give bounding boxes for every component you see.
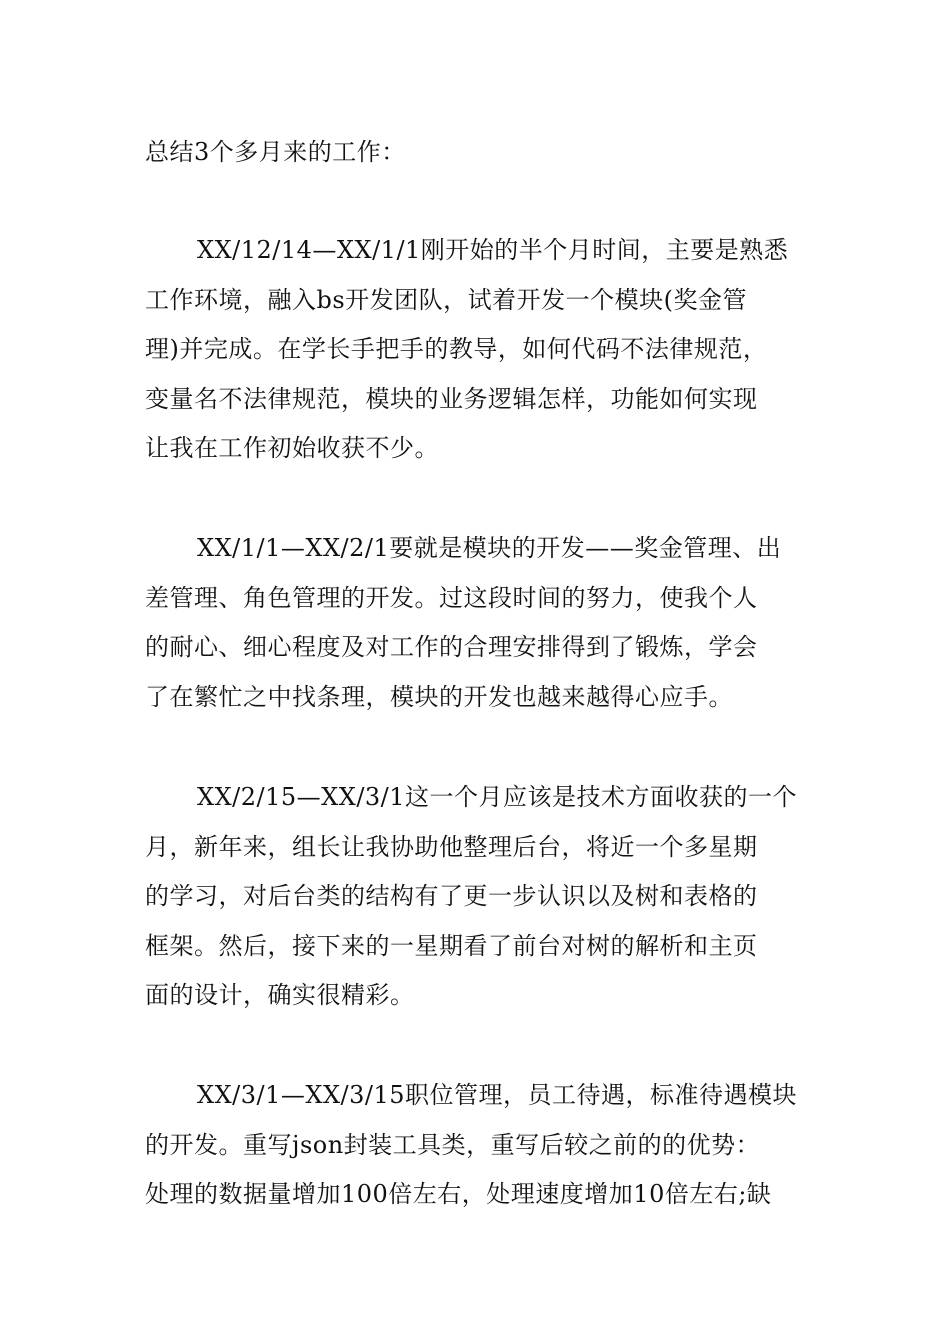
paragraph-line: 处理的数据量增加100倍左右，处理速度增加10倍左右;缺 [145, 1180, 772, 1208]
paragraph-line: 了在繁忙之中找条理，模块的开发也越来越得心应手。 [145, 682, 733, 711]
paragraph-2 [145, 524, 810, 722]
heading-text: 总结3个多月来的工作： [145, 138, 406, 166]
paragraph-line: XX/2/15—XX/3/1这一个月应该是技术方面收获的一个 [197, 783, 798, 811]
paragraph-3 [145, 773, 810, 1021]
paragraph-line: 的耐心、细心程度及对工作的合理安排得到了锻炼，学会 [145, 633, 758, 661]
paragraph-line: 让我在工作初始收获不少。 [145, 434, 439, 462]
paragraph-line: XX/3/1—XX/3/15职位管理，员工待遇，标准待遇模块 [197, 1081, 798, 1109]
paragraph-line: 变量名不法律规范，模块的业务逻辑怎样，功能如何实现 [145, 384, 758, 413]
heading [145, 128, 810, 178]
paragraph-line: 框架。然后，接下来的一星期看了前台对树的解析和主页 [145, 931, 758, 960]
paragraph-line: XX/1/1—XX/2/1要就是模块的开发——奖金管理、出 [197, 534, 782, 562]
paragraph-line: XX/12/14—XX/1/1刚开始的半个月时间，主要是熟悉 [197, 236, 789, 264]
paragraph-line: 的学习，对后台类的结构有了更一步认识以及树和表格的 [145, 882, 758, 910]
paragraph-line: 月，新年来，组长让我协助他整理后台，将近一个多星期 [145, 832, 758, 861]
paragraph-line: 理)并完成。在学长手把手的教导，如何代码不法律规范， [145, 335, 768, 363]
paragraph-line: 面的设计，确实很精彩。 [145, 981, 415, 1009]
paragraph-1 [145, 226, 810, 474]
paragraph-4 [145, 1071, 810, 1220]
paragraph-line: 的开发。重写json封装工具类，重写后较之前的的优势： [145, 1130, 761, 1159]
paragraph-line: 差管理、角色管理的开发。过这段时间的努力，使我个人 [145, 583, 758, 612]
paragraph-line: 工作环境，融入bs开发团队，试着开发一个模块(奖金管 [145, 285, 748, 314]
